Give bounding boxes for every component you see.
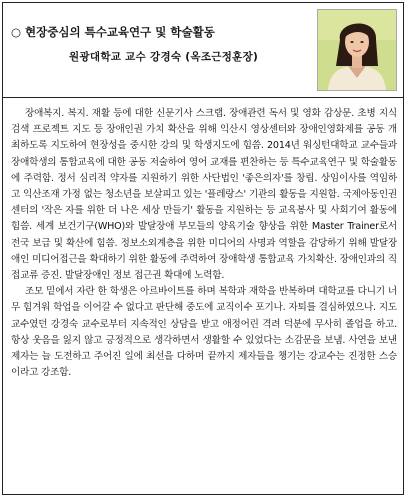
header (3, 3, 403, 98)
page-title (11, 24, 215, 40)
author-line: 원광대학교 교수 강경숙 (옥조근정훈장) (69, 51, 259, 63)
paragraph-1: 장애복지. 복지. 재활 등에 대한 신문기사 스크랩. 장애관련 독서 및 영화 감상문. 초병 지식검색 프로젝트 지도 등 장애인권 가치 확산을 위해 익산시 영상센터와 장애인영화제를 공동 개최하도록 지도하여 현장성을 중시한 강의 및 학생지도에 힘씀. 2014년 워싱턴대학교 교수들과 장애학생의 통합교육에 대한 공동 저술하여 영어 교재를 편찬하는 등 특수교육연구 및 학술활동에 주력함. 정서 심리적 약자를 지원하기 위한 사단법인 '좋은의자'를 창립. 상임이사를 역임하고 익산조재 가정 없는 청소년을 보살피고 있는 '플레랑스' 기관의 활동을 지원함. 국제아동인권센터의 '작은 자를 위한 더 나은 세상 만들기' 활동을 지원하는 등 교육봉사 및 사회기여 활동에 힘씀. 세계 보건기구(WHO)와 발달장애 부모들의 양육기술 향상을 위한 Master Trainer로서 전국 보급 및 확산에 힘씀. 정보소외계층을 위한 미디어의 사명과 역할을 감당하기 위해 발달장애인 미디어접근을 확대하기 위한 활동에 주력하여 장애학생 통합교육 가치확산. 장애인과의 직접교류 증진. 발달장애인 정보 접근권 확대에 노력함. (11, 108, 397, 282)
header-text (3, 3, 315, 97)
portrait-photo (317, 9, 397, 91)
document-frame (2, 2, 404, 495)
title-bullet: ○ (11, 25, 22, 39)
body-text (11, 106, 397, 381)
paragraph-2: 조모 밑에서 자란 한 학생은 아르바이트를 하며 복학과 재학을 반복하며 대학교를 다니기 너무 힘겨워 학업을 이어갈 수 없다고 판단해 중도에 교직이수 포기나. 자퇴를 결심하였으나. 지도교수였던 강경숙 교수로부터 지속적인 상담을 받고 애정어린 격려 덕분에 무사히 졸업을 하고. 항상 웃음을 잃지 않고 긍정적으로 생각하면서 생활할 수 있었다는 소감문을 보냄. 사연을 보낸 제자는 늘 도전하고 주어진 일에 최선을 다하며 끝까지 제자들을 챙기는 강교수는 진정한 스승이라고 강조함. (11, 286, 397, 379)
title-text: 현장중심의 특수교육연구 및 학술활동 (25, 25, 215, 39)
portrait-illustration (318, 10, 396, 90)
